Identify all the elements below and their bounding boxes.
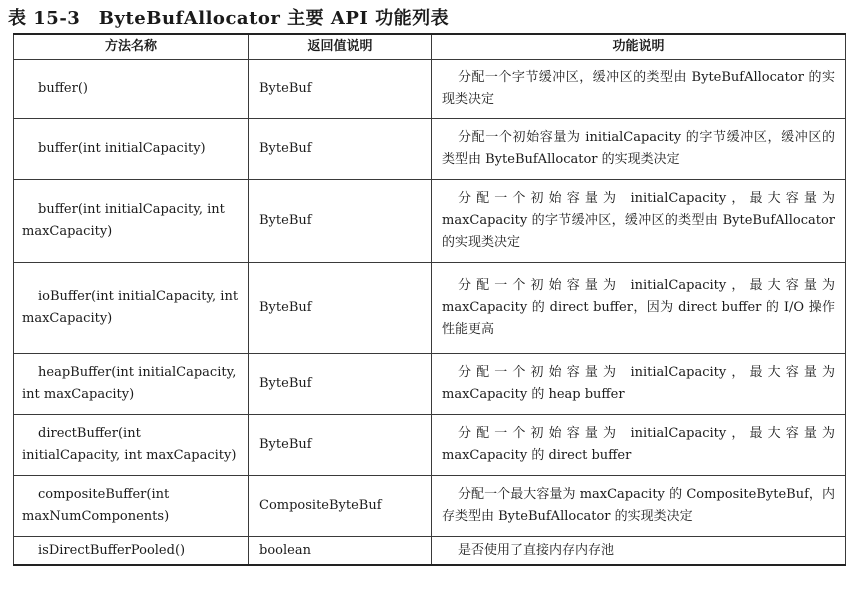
table-row xyxy=(14,180,846,263)
desc-text: 是否使用了直接内存内存池 xyxy=(458,542,615,558)
desc-cell xyxy=(432,537,846,566)
return-cell: ByteBuf xyxy=(249,60,432,119)
method-name: ioBuffer(int initialCapacity, int maxCapacity) xyxy=(22,289,239,326)
table-row xyxy=(14,119,846,180)
table-row xyxy=(14,415,846,476)
table-caption: 表 15-3 ByteBufAllocator 主要 API 功能列表 xyxy=(8,8,450,29)
method-name: compositeBuffer(int maxNumComponents) xyxy=(22,487,170,524)
return-cell: ByteBuf xyxy=(249,180,432,263)
header-desc: 功能说明 xyxy=(432,34,846,60)
desc-cell xyxy=(432,180,846,263)
table-row xyxy=(14,263,846,354)
desc-text: 分配一个最大容量为 maxCapacity 的 CompositeByteBuf，内存类型由 ByteBufAllocator 的实现类决定 xyxy=(442,487,835,524)
method-cell xyxy=(14,180,249,263)
desc-cell xyxy=(432,263,846,354)
desc-text: 分配一个初始容量为 initialCapacity，最大容量为 maxCapacity 的 direct buffer，因为 direct buffer 的 I/O 操作性能更高 xyxy=(442,278,835,337)
return-cell: ByteBuf xyxy=(249,263,432,354)
header-return: 返回值说明 xyxy=(249,34,432,60)
desc-cell xyxy=(432,415,846,476)
desc-text: 分配一个初始容量为 initialCapacity，最大容量为 maxCapacity 的 direct buffer xyxy=(442,426,835,463)
method-cell xyxy=(14,119,249,180)
method-cell xyxy=(14,476,249,537)
desc-text: 分配一个初始容量为 initialCapacity，最大容量为 maxCapacity 的 heap buffer xyxy=(442,365,835,402)
return-cell: CompositeByteBuf xyxy=(249,476,432,537)
desc-text: 分配一个初始容量为 initialCapacity 的字节缓冲区，缓冲区的类型由 ByteBufAllocator 的实现类决定 xyxy=(442,130,835,167)
table-row xyxy=(14,354,846,415)
desc-cell xyxy=(432,60,846,119)
desc-cell xyxy=(432,476,846,537)
return-cell: ByteBuf xyxy=(249,354,432,415)
header-method: 方法名称 xyxy=(14,34,249,60)
method-name: heapBuffer(int initialCapacity, int maxCapacity) xyxy=(22,365,237,402)
method-name: buffer(int initialCapacity) xyxy=(38,141,206,156)
desc-cell xyxy=(432,119,846,180)
table-row xyxy=(14,476,846,537)
return-cell: boolean xyxy=(249,537,432,566)
method-cell xyxy=(14,354,249,415)
table-header-row xyxy=(14,34,846,60)
table-row xyxy=(14,537,846,566)
return-cell: ByteBuf xyxy=(249,415,432,476)
table-row xyxy=(14,60,846,119)
return-cell: ByteBuf xyxy=(249,119,432,180)
desc-text: 分配一个初始容量为 initialCapacity，最大容量为 maxCapacity 的字节缓冲区，缓冲区的类型由 ByteBufAllocator 的实现类决定 xyxy=(442,191,835,250)
method-name: isDirectBufferPooled() xyxy=(38,542,186,558)
method-name: directBuffer(int initialCapacity, int maxCapacity) xyxy=(22,426,237,463)
method-cell xyxy=(14,537,249,566)
method-name: buffer() xyxy=(38,81,88,96)
method-cell xyxy=(14,263,249,354)
desc-text: 分配一个字节缓冲区，缓冲区的类型由 ByteBufAllocator 的实现类决定 xyxy=(442,70,835,107)
method-cell xyxy=(14,60,249,119)
api-table xyxy=(13,33,846,566)
method-cell xyxy=(14,415,249,476)
desc-cell xyxy=(432,354,846,415)
method-name: buffer(int initialCapacity, int maxCapacity) xyxy=(22,202,225,239)
